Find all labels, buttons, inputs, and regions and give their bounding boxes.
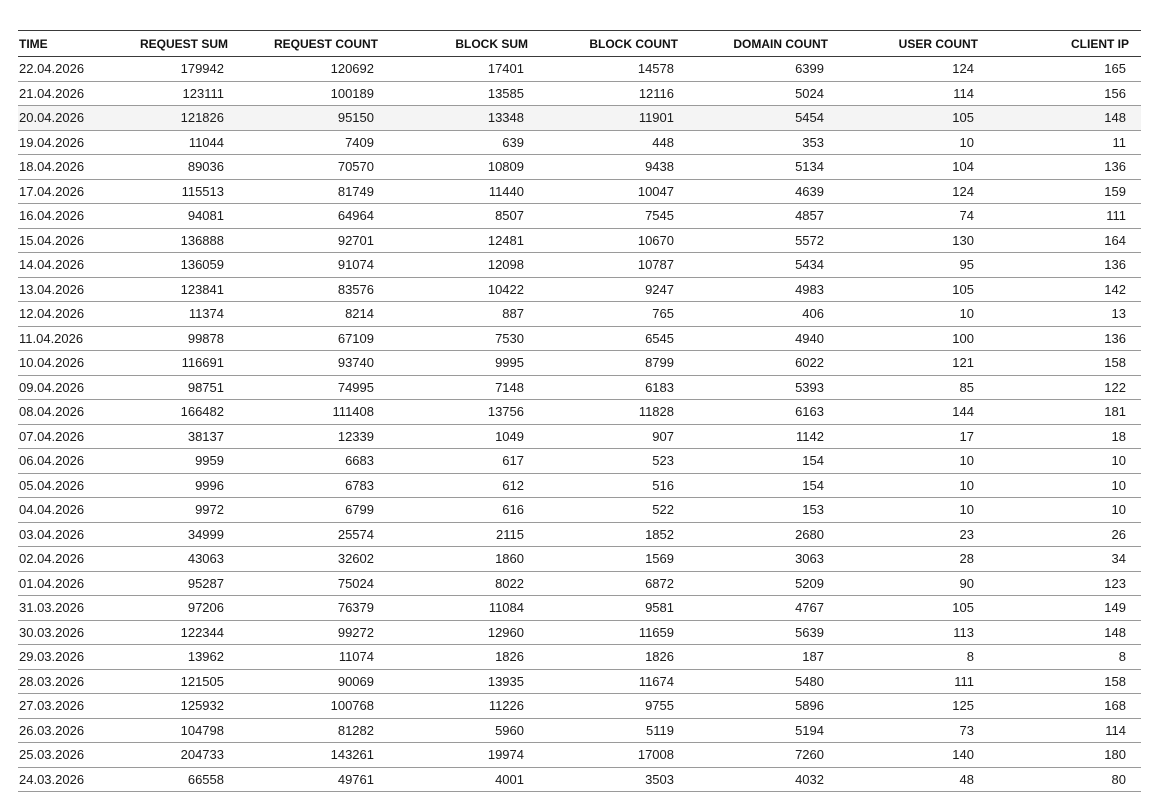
cell-request-count: 74995: [228, 375, 378, 400]
cell-request-sum: 9972: [112, 498, 228, 523]
cell-client-ip: 122: [978, 375, 1141, 400]
cell-client-ip: 159: [978, 179, 1141, 204]
cell-time: 09.04.2026: [18, 375, 112, 400]
cell-request-count: 6783: [228, 473, 378, 498]
cell-client-ip: 8: [978, 645, 1141, 670]
cell-request-sum: 166482: [112, 400, 228, 425]
cell-time: 07.04.2026: [18, 424, 112, 449]
cell-user-count: 124: [828, 179, 978, 204]
cell-block-count: 10787: [528, 253, 678, 278]
cell-request-sum: 98751: [112, 375, 228, 400]
cell-block-count: 14578: [528, 57, 678, 82]
cell-request-sum: 179942: [112, 57, 228, 82]
cell-user-count: 144: [828, 400, 978, 425]
cell-request-sum: 121826: [112, 106, 228, 131]
cell-request-sum: 89036: [112, 155, 228, 180]
cell-user-count: 73: [828, 718, 978, 743]
cell-time: 18.04.2026: [18, 155, 112, 180]
cell-time: 11.04.2026: [18, 326, 112, 351]
cell-client-ip: 158: [978, 669, 1141, 694]
table-row[interactable]: [18, 449, 1141, 474]
table-row[interactable]: [18, 204, 1141, 229]
cell-request-count: 49761: [228, 767, 378, 792]
cell-client-ip: 158: [978, 351, 1141, 376]
cell-user-count: 140: [828, 743, 978, 768]
cell-user-count: 28: [828, 547, 978, 572]
cell-request-sum: 123111: [112, 81, 228, 106]
cell-client-ip: 114: [978, 718, 1141, 743]
cell-block-count: 448: [528, 130, 678, 155]
table-row[interactable]: [18, 669, 1141, 694]
table-row[interactable]: [18, 498, 1141, 523]
cell-block-sum: 12481: [378, 228, 528, 253]
cell-request-count: 8214: [228, 302, 378, 327]
cell-user-count: 74: [828, 204, 978, 229]
cell-domain-count: 4983: [678, 277, 828, 302]
cell-block-sum: 4001: [378, 767, 528, 792]
table-row[interactable]: [18, 57, 1141, 82]
cell-time: 02.04.2026: [18, 547, 112, 572]
cell-client-ip: 34: [978, 547, 1141, 572]
cell-client-ip: 148: [978, 106, 1141, 131]
cell-request-count: 70570: [228, 155, 378, 180]
cell-request-sum: 97206: [112, 596, 228, 621]
table-row[interactable]: [18, 522, 1141, 547]
cell-time: 26.03.2026: [18, 718, 112, 743]
cell-block-sum: 13348: [378, 106, 528, 131]
cell-block-sum: 12960: [378, 620, 528, 645]
cell-block-sum: 8022: [378, 571, 528, 596]
cell-client-ip: 148: [978, 620, 1141, 645]
cell-request-count: 81749: [228, 179, 378, 204]
cell-user-count: 114: [828, 81, 978, 106]
cell-request-sum: 99878: [112, 326, 228, 351]
cell-request-sum: 11044: [112, 130, 228, 155]
cell-client-ip: 181: [978, 400, 1141, 425]
cell-block-count: 9755: [528, 694, 678, 719]
cell-client-ip: 18: [978, 424, 1141, 449]
cell-block-count: 7545: [528, 204, 678, 229]
cell-block-sum: 1049: [378, 424, 528, 449]
cell-request-count: 100768: [228, 694, 378, 719]
cell-user-count: 90: [828, 571, 978, 596]
cell-block-sum: 1860: [378, 547, 528, 572]
cell-request-count: 67109: [228, 326, 378, 351]
cell-client-ip: 26: [978, 522, 1141, 547]
cell-request-sum: 94081: [112, 204, 228, 229]
cell-block-count: 10670: [528, 228, 678, 253]
cell-client-ip: 142: [978, 277, 1141, 302]
cell-block-sum: 1826: [378, 645, 528, 670]
cell-request-sum: 95287: [112, 571, 228, 596]
cell-domain-count: 4767: [678, 596, 828, 621]
cell-time: 28.03.2026: [18, 669, 112, 694]
cell-block-sum: 9995: [378, 351, 528, 376]
cell-client-ip: 123: [978, 571, 1141, 596]
cell-request-count: 100189: [228, 81, 378, 106]
table-header: [18, 31, 1141, 57]
cell-time: 22.04.2026: [18, 57, 112, 82]
cell-block-count: 3503: [528, 767, 678, 792]
cell-time: 25.03.2026: [18, 743, 112, 768]
cell-domain-count: 406: [678, 302, 828, 327]
cell-block-sum: 13756: [378, 400, 528, 425]
cell-client-ip: 164: [978, 228, 1141, 253]
table-row[interactable]: [18, 473, 1141, 498]
cell-domain-count: 353: [678, 130, 828, 155]
cell-request-count: 6683: [228, 449, 378, 474]
cell-request-count: 90069: [228, 669, 378, 694]
cell-domain-count: 1142: [678, 424, 828, 449]
cell-request-count: 6799: [228, 498, 378, 523]
daily-stats-table: [18, 30, 1141, 792]
cell-domain-count: 6022: [678, 351, 828, 376]
cell-block-sum: 5960: [378, 718, 528, 743]
cell-user-count: 17: [828, 424, 978, 449]
cell-domain-count: 4032: [678, 767, 828, 792]
cell-block-sum: 13935: [378, 669, 528, 694]
cell-client-ip: 13: [978, 302, 1141, 327]
cell-block-sum: 612: [378, 473, 528, 498]
cell-user-count: 104: [828, 155, 978, 180]
cell-client-ip: 11: [978, 130, 1141, 155]
cell-user-count: 10: [828, 498, 978, 523]
cell-request-sum: 116691: [112, 351, 228, 376]
cell-block-sum: 887: [378, 302, 528, 327]
cell-user-count: 105: [828, 277, 978, 302]
cell-request-count: 11074: [228, 645, 378, 670]
cell-block-count: 9247: [528, 277, 678, 302]
cell-block-count: 765: [528, 302, 678, 327]
cell-client-ip: 10: [978, 498, 1141, 523]
cell-request-count: 75024: [228, 571, 378, 596]
table-row[interactable]: [18, 743, 1141, 768]
column-header-domain-count[interactable]: DOMAIN COUNT: [678, 31, 828, 57]
cell-domain-count: 4857: [678, 204, 828, 229]
table-row[interactable]: [18, 326, 1141, 351]
table-body: [18, 57, 1141, 792]
cell-domain-count: 3063: [678, 547, 828, 572]
cell-request-count: 93740: [228, 351, 378, 376]
cell-user-count: 105: [828, 596, 978, 621]
cell-time: 17.04.2026: [18, 179, 112, 204]
cell-request-sum: 115513: [112, 179, 228, 204]
cell-time: 30.03.2026: [18, 620, 112, 645]
cell-block-sum: 616: [378, 498, 528, 523]
cell-block-count: 1826: [528, 645, 678, 670]
cell-client-ip: 10: [978, 473, 1141, 498]
cell-domain-count: 7260: [678, 743, 828, 768]
cell-domain-count: 5639: [678, 620, 828, 645]
cell-request-sum: 123841: [112, 277, 228, 302]
cell-time: 13.04.2026: [18, 277, 112, 302]
cell-request-sum: 204733: [112, 743, 228, 768]
cell-time: 03.04.2026: [18, 522, 112, 547]
cell-client-ip: 165: [978, 57, 1141, 82]
cell-user-count: 111: [828, 669, 978, 694]
cell-request-sum: 121505: [112, 669, 228, 694]
cell-user-count: 10: [828, 130, 978, 155]
cell-block-count: 522: [528, 498, 678, 523]
cell-block-count: 6872: [528, 571, 678, 596]
table-row[interactable]: [18, 645, 1141, 670]
cell-domain-count: 5194: [678, 718, 828, 743]
column-header-user-count[interactable]: USER COUNT: [828, 31, 978, 57]
table-row[interactable]: [18, 130, 1141, 155]
cell-user-count: 10: [828, 449, 978, 474]
cell-request-sum: 9959: [112, 449, 228, 474]
cell-client-ip: 168: [978, 694, 1141, 719]
cell-time: 27.03.2026: [18, 694, 112, 719]
cell-request-sum: 104798: [112, 718, 228, 743]
table-row[interactable]: [18, 351, 1141, 376]
table-row[interactable]: [18, 155, 1141, 180]
cell-request-count: 25574: [228, 522, 378, 547]
cell-user-count: 95: [828, 253, 978, 278]
cell-user-count: 121: [828, 351, 978, 376]
cell-request-count: 83576: [228, 277, 378, 302]
cell-user-count: 85: [828, 375, 978, 400]
cell-request-count: 7409: [228, 130, 378, 155]
cell-domain-count: 5134: [678, 155, 828, 180]
cell-request-sum: 9996: [112, 473, 228, 498]
header-row: [18, 31, 1141, 57]
cell-user-count: 23: [828, 522, 978, 547]
cell-time: 10.04.2026: [18, 351, 112, 376]
cell-domain-count: 4639: [678, 179, 828, 204]
cell-request-sum: 136059: [112, 253, 228, 278]
column-header-request-count[interactable]: REQUEST COUNT: [228, 31, 378, 57]
cell-user-count: 10: [828, 302, 978, 327]
cell-time: 01.04.2026: [18, 571, 112, 596]
cell-time: 29.03.2026: [18, 645, 112, 670]
cell-domain-count: 6163: [678, 400, 828, 425]
cell-block-sum: 19974: [378, 743, 528, 768]
cell-domain-count: 5024: [678, 81, 828, 106]
cell-user-count: 48: [828, 767, 978, 792]
column-header-time[interactable]: TIME: [18, 31, 112, 57]
cell-block-count: 11901: [528, 106, 678, 131]
cell-block-sum: 17401: [378, 57, 528, 82]
column-header-block-sum[interactable]: BLOCK SUM: [378, 31, 528, 57]
cell-request-sum: 13962: [112, 645, 228, 670]
cell-time: 14.04.2026: [18, 253, 112, 278]
cell-block-count: 8799: [528, 351, 678, 376]
table-row[interactable]: [18, 277, 1141, 302]
cell-request-count: 12339: [228, 424, 378, 449]
cell-request-count: 91074: [228, 253, 378, 278]
cell-request-sum: 125932: [112, 694, 228, 719]
cell-block-count: 11828: [528, 400, 678, 425]
cell-time: 19.04.2026: [18, 130, 112, 155]
cell-client-ip: 136: [978, 253, 1141, 278]
table-row[interactable]: [18, 620, 1141, 645]
cell-block-count: 11674: [528, 669, 678, 694]
cell-user-count: 10: [828, 473, 978, 498]
table-row[interactable]: [18, 767, 1141, 792]
cell-request-sum: 11374: [112, 302, 228, 327]
cell-block-count: 9438: [528, 155, 678, 180]
cell-block-count: 1852: [528, 522, 678, 547]
cell-client-ip: 149: [978, 596, 1141, 621]
cell-block-count: 6545: [528, 326, 678, 351]
cell-user-count: 100: [828, 326, 978, 351]
cell-request-count: 92701: [228, 228, 378, 253]
cell-block-sum: 639: [378, 130, 528, 155]
cell-block-count: 516: [528, 473, 678, 498]
cell-block-count: 5119: [528, 718, 678, 743]
cell-block-count: 523: [528, 449, 678, 474]
cell-client-ip: 180: [978, 743, 1141, 768]
table-row[interactable]: [18, 375, 1141, 400]
cell-user-count: 105: [828, 106, 978, 131]
cell-time: 16.04.2026: [18, 204, 112, 229]
cell-block-count: 12116: [528, 81, 678, 106]
cell-client-ip: 111: [978, 204, 1141, 229]
cell-domain-count: 6399: [678, 57, 828, 82]
cell-client-ip: 136: [978, 155, 1141, 180]
cell-time: 20.04.2026: [18, 106, 112, 131]
cell-time: 31.03.2026: [18, 596, 112, 621]
cell-domain-count: 153: [678, 498, 828, 523]
cell-block-count: 1569: [528, 547, 678, 572]
cell-domain-count: 5454: [678, 106, 828, 131]
cell-request-sum: 122344: [112, 620, 228, 645]
cell-request-count: 76379: [228, 596, 378, 621]
table-row[interactable]: [18, 718, 1141, 743]
cell-block-count: 9581: [528, 596, 678, 621]
cell-block-sum: 12098: [378, 253, 528, 278]
cell-block-count: 6183: [528, 375, 678, 400]
cell-time: 12.04.2026: [18, 302, 112, 327]
table-row[interactable]: [18, 424, 1141, 449]
cell-block-sum: 7530: [378, 326, 528, 351]
cell-request-count: 143261: [228, 743, 378, 768]
cell-block-sum: 10422: [378, 277, 528, 302]
cell-block-sum: 11440: [378, 179, 528, 204]
cell-time: 24.03.2026: [18, 767, 112, 792]
cell-domain-count: 5480: [678, 669, 828, 694]
cell-domain-count: 4940: [678, 326, 828, 351]
cell-client-ip: 80: [978, 767, 1141, 792]
cell-request-sum: 136888: [112, 228, 228, 253]
cell-time: 04.04.2026: [18, 498, 112, 523]
cell-domain-count: 5434: [678, 253, 828, 278]
cell-request-sum: 43063: [112, 547, 228, 572]
cell-user-count: 124: [828, 57, 978, 82]
table-row[interactable]: [18, 253, 1141, 278]
cell-block-sum: 8507: [378, 204, 528, 229]
cell-block-sum: 617: [378, 449, 528, 474]
cell-user-count: 125: [828, 694, 978, 719]
table-row[interactable]: [18, 596, 1141, 621]
cell-request-count: 111408: [228, 400, 378, 425]
column-header-block-count[interactable]: BLOCK COUNT: [528, 31, 678, 57]
cell-domain-count: 5896: [678, 694, 828, 719]
cell-block-count: 907: [528, 424, 678, 449]
cell-request-count: 120692: [228, 57, 378, 82]
column-header-request-sum[interactable]: REQUEST SUM: [112, 31, 228, 57]
cell-block-sum: 13585: [378, 81, 528, 106]
cell-block-sum: 2115: [378, 522, 528, 547]
cell-block-count: 17008: [528, 743, 678, 768]
cell-domain-count: 154: [678, 449, 828, 474]
cell-block-count: 10047: [528, 179, 678, 204]
cell-time: 06.04.2026: [18, 449, 112, 474]
cell-block-count: 11659: [528, 620, 678, 645]
cell-block-sum: 7148: [378, 375, 528, 400]
cell-domain-count: 5393: [678, 375, 828, 400]
cell-request-count: 32602: [228, 547, 378, 572]
cell-request-count: 81282: [228, 718, 378, 743]
cell-user-count: 113: [828, 620, 978, 645]
cell-domain-count: 2680: [678, 522, 828, 547]
cell-domain-count: 5572: [678, 228, 828, 253]
table-row[interactable]: [18, 400, 1141, 425]
cell-client-ip: 10: [978, 449, 1141, 474]
cell-request-count: 95150: [228, 106, 378, 131]
table-row[interactable]: [18, 694, 1141, 719]
cell-domain-count: 154: [678, 473, 828, 498]
cell-user-count: 130: [828, 228, 978, 253]
cell-client-ip: 136: [978, 326, 1141, 351]
table-row[interactable]: [18, 228, 1141, 253]
cell-request-sum: 34999: [112, 522, 228, 547]
cell-time: 05.04.2026: [18, 473, 112, 498]
cell-user-count: 8: [828, 645, 978, 670]
table-row[interactable]: [18, 571, 1141, 596]
table-row[interactable]: [18, 81, 1141, 106]
table-row[interactable]: [18, 302, 1141, 327]
cell-block-sum: 10809: [378, 155, 528, 180]
cell-domain-count: 187: [678, 645, 828, 670]
cell-block-sum: 11084: [378, 596, 528, 621]
cell-time: 15.04.2026: [18, 228, 112, 253]
table-row[interactable]: [18, 547, 1141, 572]
cell-request-count: 99272: [228, 620, 378, 645]
column-header-client-ip[interactable]: CLIENT IP: [978, 31, 1141, 57]
cell-request-sum: 66558: [112, 767, 228, 792]
cell-domain-count: 5209: [678, 571, 828, 596]
stats-table-container: [18, 30, 1141, 792]
cell-block-sum: 11226: [378, 694, 528, 719]
cell-client-ip: 156: [978, 81, 1141, 106]
cell-time: 08.04.2026: [18, 400, 112, 425]
table-row[interactable]: [18, 179, 1141, 204]
cell-request-count: 64964: [228, 204, 378, 229]
table-row[interactable]: [18, 106, 1141, 131]
cell-time: 21.04.2026: [18, 81, 112, 106]
cell-request-sum: 38137: [112, 424, 228, 449]
